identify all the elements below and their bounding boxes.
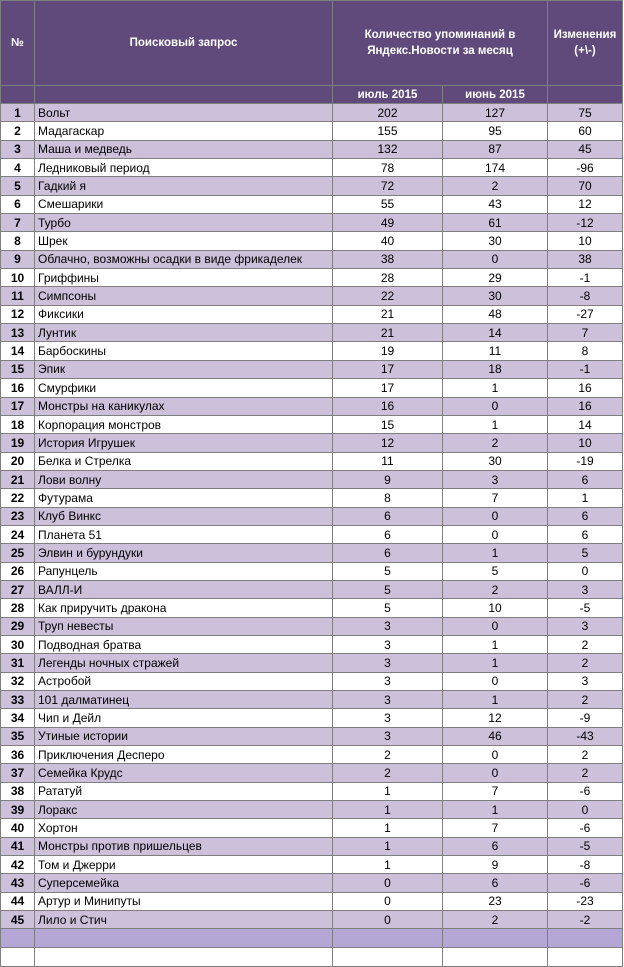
row-query: Симпсоны <box>35 287 333 305</box>
table-body <box>1 104 623 967</box>
row-change: -6 <box>548 874 623 892</box>
row-change: 6 <box>548 470 623 488</box>
row-change: -19 <box>548 452 623 470</box>
row-june-count: 46 <box>443 727 548 745</box>
row-july-count: 11 <box>333 452 443 470</box>
row-number: 24 <box>1 525 35 543</box>
row-query: Приключения Десперо <box>35 746 333 764</box>
row-july-count: 132 <box>333 140 443 158</box>
row-change: -8 <box>548 287 623 305</box>
table-row <box>1 305 623 323</box>
blank-cell <box>333 929 443 948</box>
row-july-count: 2 <box>333 746 443 764</box>
row-query: Монстры на каникулах <box>35 397 333 415</box>
row-number: 3 <box>1 140 35 158</box>
row-june-count: 0 <box>443 507 548 525</box>
row-change: -1 <box>548 360 623 378</box>
row-change: -43 <box>548 727 623 745</box>
table-row <box>1 856 623 874</box>
row-query: Суперсемейка <box>35 874 333 892</box>
row-query: Планета 51 <box>35 525 333 543</box>
table-row <box>1 140 623 158</box>
row-july-count: 21 <box>333 305 443 323</box>
row-june-count: 2 <box>443 177 548 195</box>
row-number: 19 <box>1 434 35 452</box>
row-number: 37 <box>1 764 35 782</box>
row-july-count: 19 <box>333 342 443 360</box>
row-june-count: 0 <box>443 764 548 782</box>
blank-cell <box>548 929 623 948</box>
row-change: 8 <box>548 342 623 360</box>
row-number: 18 <box>1 415 35 433</box>
row-query: Хортон <box>35 819 333 837</box>
row-query: Футурама <box>35 489 333 507</box>
row-number: 2 <box>1 122 35 140</box>
blank-cell <box>443 929 548 948</box>
row-query: Чип и Дейл <box>35 709 333 727</box>
row-number: 27 <box>1 580 35 598</box>
row-june-count: 43 <box>443 195 548 213</box>
table-row <box>1 470 623 488</box>
table-row <box>1 269 623 287</box>
row-june-count: 6 <box>443 837 548 855</box>
col-query-header: Поисковый запрос <box>35 1 333 86</box>
row-july-count: 21 <box>333 324 443 342</box>
col-change-header: Изменения (+\-) <box>548 1 623 86</box>
row-change: 3 <box>548 672 623 690</box>
row-query: Семейка Крудс <box>35 764 333 782</box>
table-row <box>1 801 623 819</box>
row-june-count: 7 <box>443 489 548 507</box>
table-row <box>1 195 623 213</box>
row-number: 21 <box>1 470 35 488</box>
row-query: Гриффины <box>35 269 333 287</box>
table-row <box>1 507 623 525</box>
blank-cell <box>333 948 443 967</box>
row-change: -5 <box>548 599 623 617</box>
blank-cell <box>35 929 333 948</box>
row-query: Облачно, возможны осадки в виде фрикаделек <box>35 250 333 268</box>
row-change: 75 <box>548 104 623 122</box>
col-mentions-header: Количество упоминаний в Яндекс.Новости за месяц <box>333 1 548 86</box>
row-change: 14 <box>548 415 623 433</box>
row-june-count: 11 <box>443 342 548 360</box>
subheader-empty <box>548 86 623 104</box>
row-number: 29 <box>1 617 35 635</box>
table-row <box>1 599 623 617</box>
row-query: ВАЛЛ-И <box>35 580 333 598</box>
row-query: Рататуй <box>35 782 333 800</box>
row-change: -96 <box>548 159 623 177</box>
blank-cell <box>548 948 623 967</box>
table-row <box>1 782 623 800</box>
table-row <box>1 397 623 415</box>
row-change: -9 <box>548 709 623 727</box>
table-row <box>1 727 623 745</box>
row-number: 17 <box>1 397 35 415</box>
row-number: 39 <box>1 801 35 819</box>
row-change: 2 <box>548 654 623 672</box>
row-june-count: 14 <box>443 324 548 342</box>
table-row <box>1 874 623 892</box>
row-query: Мадагаскар <box>35 122 333 140</box>
row-july-count: 3 <box>333 617 443 635</box>
row-july-count: 3 <box>333 672 443 690</box>
row-july-count: 17 <box>333 360 443 378</box>
row-change: 10 <box>548 232 623 250</box>
row-query: Астробой <box>35 672 333 690</box>
row-number: 4 <box>1 159 35 177</box>
blank-cell <box>35 948 333 967</box>
row-july-count: 1 <box>333 819 443 837</box>
row-july-count: 1 <box>333 801 443 819</box>
row-number: 40 <box>1 819 35 837</box>
table-row <box>1 324 623 342</box>
table-row <box>1 617 623 635</box>
row-june-count: 23 <box>443 892 548 910</box>
row-july-count: 6 <box>333 525 443 543</box>
row-change: -8 <box>548 856 623 874</box>
row-july-count: 2 <box>333 764 443 782</box>
row-june-count: 0 <box>443 672 548 690</box>
row-change: 70 <box>548 177 623 195</box>
row-number: 23 <box>1 507 35 525</box>
table-row <box>1 342 623 360</box>
row-query: Подводная братва <box>35 635 333 653</box>
row-june-count: 0 <box>443 397 548 415</box>
row-number: 38 <box>1 782 35 800</box>
row-june-count: 10 <box>443 599 548 617</box>
row-query: Рапунцель <box>35 562 333 580</box>
row-query: История Игрушек <box>35 434 333 452</box>
row-june-count: 95 <box>443 122 548 140</box>
table-row <box>1 580 623 598</box>
row-june-count: 2 <box>443 434 548 452</box>
row-change: 2 <box>548 691 623 709</box>
table-row <box>1 837 623 855</box>
row-july-count: 6 <box>333 544 443 562</box>
row-change: -6 <box>548 782 623 800</box>
row-july-count: 3 <box>333 654 443 672</box>
row-number: 30 <box>1 635 35 653</box>
row-july-count: 9 <box>333 470 443 488</box>
table-header <box>1 1 623 104</box>
row-july-count: 17 <box>333 379 443 397</box>
row-june-count: 2 <box>443 911 548 929</box>
table-row <box>1 544 623 562</box>
row-july-count: 155 <box>333 122 443 140</box>
blank-cell <box>1 948 35 967</box>
table-row <box>1 104 623 122</box>
row-june-count: 9 <box>443 856 548 874</box>
table-row <box>1 434 623 452</box>
table-row <box>1 489 623 507</box>
table-row <box>1 452 623 470</box>
row-july-count: 3 <box>333 727 443 745</box>
row-change: 1 <box>548 489 623 507</box>
row-june-count: 1 <box>443 635 548 653</box>
row-june-count: 1 <box>443 379 548 397</box>
row-query: Гадкий я <box>35 177 333 195</box>
row-query: Том и Джерри <box>35 856 333 874</box>
row-june-count: 30 <box>443 232 548 250</box>
row-june-count: 7 <box>443 819 548 837</box>
row-number: 9 <box>1 250 35 268</box>
row-change: 2 <box>548 746 623 764</box>
row-change: 2 <box>548 764 623 782</box>
row-june-count: 1 <box>443 801 548 819</box>
row-june-count: 6 <box>443 874 548 892</box>
row-change: 38 <box>548 250 623 268</box>
table-row <box>1 214 623 232</box>
row-number: 20 <box>1 452 35 470</box>
table-row <box>1 379 623 397</box>
row-number: 25 <box>1 544 35 562</box>
row-july-count: 1 <box>333 782 443 800</box>
row-number: 14 <box>1 342 35 360</box>
row-change: -1 <box>548 269 623 287</box>
col-num-header: № <box>1 1 35 86</box>
row-july-count: 5 <box>333 562 443 580</box>
row-number: 15 <box>1 360 35 378</box>
row-change: 5 <box>548 544 623 562</box>
row-july-count: 22 <box>333 287 443 305</box>
row-june-count: 0 <box>443 525 548 543</box>
row-query: Смурфики <box>35 379 333 397</box>
subheader-july: июль 2015 <box>333 86 443 104</box>
row-query: Фиксики <box>35 305 333 323</box>
row-change: 0 <box>548 562 623 580</box>
row-july-count: 5 <box>333 580 443 598</box>
row-number: 11 <box>1 287 35 305</box>
row-july-count: 3 <box>333 635 443 653</box>
row-july-count: 49 <box>333 214 443 232</box>
table-row <box>1 232 623 250</box>
row-june-count: 29 <box>443 269 548 287</box>
row-query: Утиные истории <box>35 727 333 745</box>
row-june-count: 0 <box>443 746 548 764</box>
row-number: 43 <box>1 874 35 892</box>
row-query: Турбо <box>35 214 333 232</box>
row-change: -27 <box>548 305 623 323</box>
row-query: Лови волну <box>35 470 333 488</box>
table-row <box>1 287 623 305</box>
row-query: Легенды ночных стражей <box>35 654 333 672</box>
row-query: Лунтик <box>35 324 333 342</box>
row-july-count: 28 <box>333 269 443 287</box>
row-number: 33 <box>1 691 35 709</box>
row-number: 13 <box>1 324 35 342</box>
row-change: 2 <box>548 635 623 653</box>
row-query: Монстры против пришельцев <box>35 837 333 855</box>
row-june-count: 174 <box>443 159 548 177</box>
row-june-count: 30 <box>443 287 548 305</box>
row-number: 5 <box>1 177 35 195</box>
row-july-count: 8 <box>333 489 443 507</box>
table-row <box>1 525 623 543</box>
table-row <box>1 764 623 782</box>
row-july-count: 202 <box>333 104 443 122</box>
row-number: 28 <box>1 599 35 617</box>
row-number: 1 <box>1 104 35 122</box>
row-change: 60 <box>548 122 623 140</box>
row-july-count: 6 <box>333 507 443 525</box>
row-number: 10 <box>1 269 35 287</box>
row-june-count: 7 <box>443 782 548 800</box>
row-query: Вольт <box>35 104 333 122</box>
row-july-count: 0 <box>333 911 443 929</box>
row-june-count: 127 <box>443 104 548 122</box>
row-july-count: 12 <box>333 434 443 452</box>
table-row <box>1 672 623 690</box>
row-number: 32 <box>1 672 35 690</box>
row-june-count: 0 <box>443 617 548 635</box>
table-row <box>1 691 623 709</box>
row-number: 34 <box>1 709 35 727</box>
subheader-june: июнь 2015 <box>443 86 548 104</box>
row-query: Как приручить дракона <box>35 599 333 617</box>
row-july-count: 3 <box>333 709 443 727</box>
row-change: 45 <box>548 140 623 158</box>
table-row <box>1 654 623 672</box>
row-change: 16 <box>548 397 623 415</box>
row-change: 0 <box>548 801 623 819</box>
row-number: 8 <box>1 232 35 250</box>
row-change: -5 <box>548 837 623 855</box>
row-change: -2 <box>548 911 623 929</box>
row-july-count: 15 <box>333 415 443 433</box>
row-july-count: 72 <box>333 177 443 195</box>
row-july-count: 78 <box>333 159 443 177</box>
table-row <box>1 250 623 268</box>
row-number: 26 <box>1 562 35 580</box>
row-june-count: 3 <box>443 470 548 488</box>
row-number: 12 <box>1 305 35 323</box>
row-june-count: 87 <box>443 140 548 158</box>
table-row <box>1 415 623 433</box>
row-query: Труп невесты <box>35 617 333 635</box>
row-change: 3 <box>548 580 623 598</box>
row-query: Лоракс <box>35 801 333 819</box>
row-july-count: 38 <box>333 250 443 268</box>
row-june-count: 1 <box>443 654 548 672</box>
table-row <box>1 892 623 910</box>
row-query: Клуб Винкс <box>35 507 333 525</box>
blank-row <box>1 948 623 967</box>
row-number: 7 <box>1 214 35 232</box>
row-june-count: 5 <box>443 562 548 580</box>
row-june-count: 18 <box>443 360 548 378</box>
table-row <box>1 562 623 580</box>
row-july-count: 1 <box>333 837 443 855</box>
row-number: 42 <box>1 856 35 874</box>
row-june-count: 12 <box>443 709 548 727</box>
row-june-count: 30 <box>443 452 548 470</box>
table-row <box>1 635 623 653</box>
table-row <box>1 122 623 140</box>
subheader-empty <box>1 86 35 104</box>
row-change: -12 <box>548 214 623 232</box>
row-query: Артур и Минипуты <box>35 892 333 910</box>
row-number: 31 <box>1 654 35 672</box>
row-june-count: 2 <box>443 580 548 598</box>
row-june-count: 1 <box>443 544 548 562</box>
row-change: 12 <box>548 195 623 213</box>
row-number: 36 <box>1 746 35 764</box>
row-june-count: 1 <box>443 415 548 433</box>
table-row <box>1 746 623 764</box>
table-row <box>1 911 623 929</box>
row-number: 35 <box>1 727 35 745</box>
row-number: 16 <box>1 379 35 397</box>
row-change: -23 <box>548 892 623 910</box>
row-july-count: 16 <box>333 397 443 415</box>
row-number: 41 <box>1 837 35 855</box>
table-row <box>1 709 623 727</box>
row-change: 16 <box>548 379 623 397</box>
row-june-count: 48 <box>443 305 548 323</box>
row-query: Барбоскины <box>35 342 333 360</box>
row-query: Лило и Стич <box>35 911 333 929</box>
row-query: Корпорация монстров <box>35 415 333 433</box>
row-query: Белка и Стрелка <box>35 452 333 470</box>
blank-cell <box>1 929 35 948</box>
row-number: 44 <box>1 892 35 910</box>
row-query: 101 далматинец <box>35 691 333 709</box>
table-row <box>1 177 623 195</box>
row-july-count: 0 <box>333 892 443 910</box>
row-june-count: 0 <box>443 250 548 268</box>
row-change: 10 <box>548 434 623 452</box>
row-july-count: 40 <box>333 232 443 250</box>
row-change: 6 <box>548 525 623 543</box>
row-july-count: 55 <box>333 195 443 213</box>
row-june-count: 61 <box>443 214 548 232</box>
row-july-count: 5 <box>333 599 443 617</box>
row-query: Эпик <box>35 360 333 378</box>
subheader-empty <box>35 86 333 104</box>
row-query: Элвин и бурундуки <box>35 544 333 562</box>
row-change: 7 <box>548 324 623 342</box>
blank-cell <box>443 948 548 967</box>
table-row <box>1 819 623 837</box>
blank-row <box>1 929 623 948</box>
row-query: Смешарики <box>35 195 333 213</box>
row-number: 6 <box>1 195 35 213</box>
row-query: Ледниковый период <box>35 159 333 177</box>
row-query: Шрек <box>35 232 333 250</box>
table-row <box>1 159 623 177</box>
row-query: Маша и медведь <box>35 140 333 158</box>
row-july-count: 3 <box>333 691 443 709</box>
row-change: 6 <box>548 507 623 525</box>
row-change: 3 <box>548 617 623 635</box>
row-june-count: 1 <box>443 691 548 709</box>
row-july-count: 1 <box>333 856 443 874</box>
row-number: 22 <box>1 489 35 507</box>
row-number: 45 <box>1 911 35 929</box>
row-change: -6 <box>548 819 623 837</box>
table-row <box>1 360 623 378</box>
row-july-count: 0 <box>333 874 443 892</box>
